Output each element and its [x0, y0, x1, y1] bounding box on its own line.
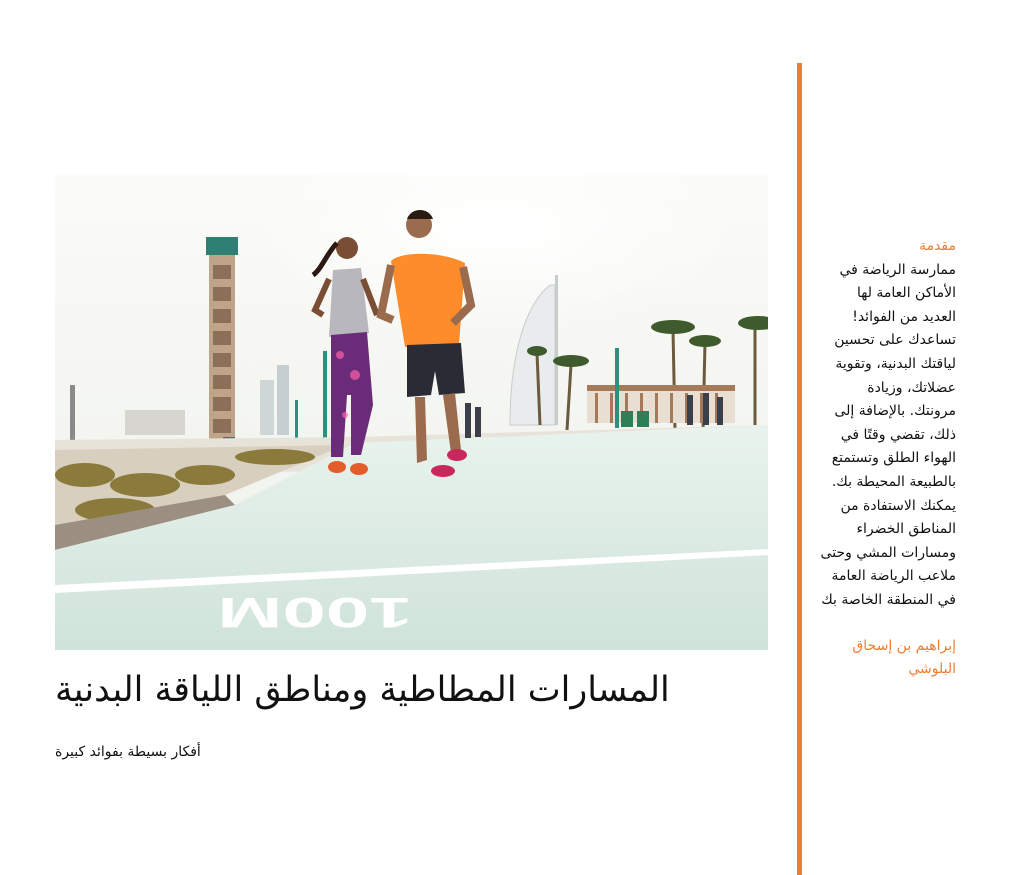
- author-name: إبراهيم بن إسحاق البلوشي: [852, 637, 956, 678]
- track-marking-text: 100M: [217, 588, 413, 636]
- intro-body: ممارسة الرياضة في الأماكن العامة لها العديد من الفوائد! تساعدك على تحسين لياقتك البدنية، وتقوية عضلاتك، وزيادة مرونتك. بالإضافة إلى ذلك، تقضي وقتًا في الهواء الطلق وتستمتع بالطبيعة المحيطة بك. يمكنك الاستفادة من المناطق الخضراء ومسارات المشي وحتى ملاعب الرياضة العامة في المنطقة الخاصة بك: [820, 261, 956, 608]
- document-subtitle: أفكار بسيطة بفوائد كبيرة: [55, 744, 201, 760]
- hero-photo-illustration: [55, 175, 768, 650]
- joggers-photo-icon: [55, 175, 768, 650]
- intro-heading: مقدمة: [919, 238, 956, 254]
- orange-vertical-rule: [797, 63, 802, 875]
- intro-sidebar: [820, 235, 956, 682]
- document-title: المسارات المطاطية ومناطق اللياقة البدنية: [55, 670, 670, 710]
